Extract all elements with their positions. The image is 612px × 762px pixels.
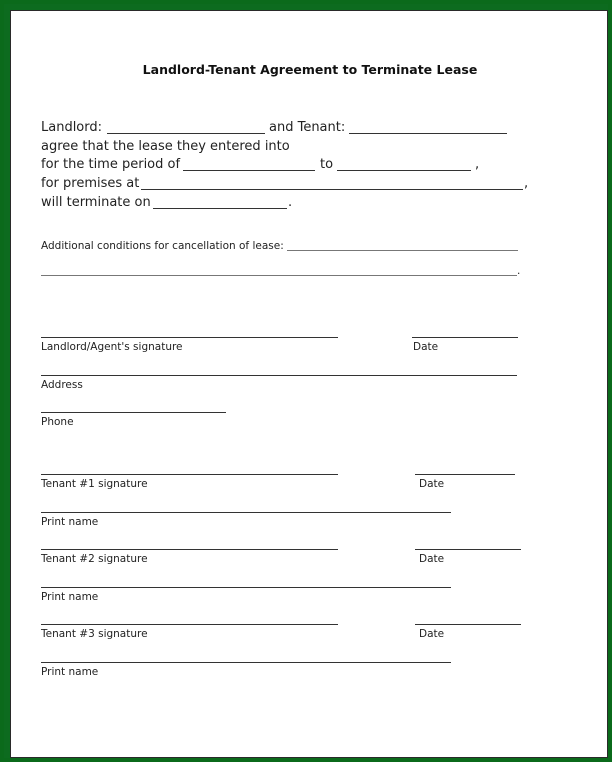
tenant3-date-field[interactable] <box>415 624 521 625</box>
tenant1-signature-label: Tenant #1 signature <box>41 478 148 490</box>
phone-label: Phone <box>41 416 74 428</box>
tenant3-date-label: Date <box>419 628 445 640</box>
agree-text: agree that the lease they entered into <box>41 139 290 154</box>
terminate-label: will terminate on <box>41 195 151 210</box>
conditions-field-1[interactable] <box>287 250 518 251</box>
comma-2: , <box>524 176 529 191</box>
start-date-field[interactable] <box>183 170 315 171</box>
landlord-date-label: Date <box>413 341 439 353</box>
period-1: . <box>288 195 293 210</box>
form-sheet <box>10 10 608 758</box>
conditions-label: Additional conditions for cancellation of lease: <box>41 240 284 252</box>
phone-field[interactable] <box>41 412 226 413</box>
tenant-label: and Tenant: <box>269 120 346 135</box>
termination-date-field[interactable] <box>153 208 287 209</box>
premises-label: for premises at <box>41 176 140 191</box>
tenant3-signature-field[interactable] <box>41 624 338 625</box>
tenant2-date-label: Date <box>419 553 445 565</box>
address-field[interactable] <box>41 375 517 376</box>
tenant2-signature-label: Tenant #2 signature <box>41 553 148 565</box>
address-label: Address <box>41 379 83 391</box>
print-name1-field[interactable] <box>41 512 451 513</box>
conditions-period: . <box>517 265 521 277</box>
time-period-label: for the time period of <box>41 157 181 172</box>
landlord-label: Landlord: <box>41 120 103 135</box>
print-name2-label: Print name <box>41 591 99 603</box>
tenant2-date-field[interactable] <box>415 549 521 550</box>
conditions-field-2[interactable] <box>41 275 517 276</box>
tenant1-date-field[interactable] <box>415 474 515 475</box>
landlord-name-field[interactable] <box>107 133 265 134</box>
print-name1-label: Print name <box>41 516 99 528</box>
comma-1: , <box>475 157 480 172</box>
end-date-field[interactable] <box>337 170 471 171</box>
premises-address-field[interactable] <box>141 189 523 190</box>
landlord-signature-label: Landlord/Agent's signature <box>41 341 183 353</box>
print-name2-field[interactable] <box>41 587 451 588</box>
print-name3-field[interactable] <box>41 662 451 663</box>
print-name3-label: Print name <box>41 666 99 678</box>
tenant3-signature-label: Tenant #3 signature <box>41 628 148 640</box>
form-title: Landlord-Tenant Agreement to Terminate Lease <box>142 62 478 77</box>
to-label: to <box>320 157 334 172</box>
tenant1-date-label: Date <box>419 478 445 490</box>
tenant1-signature-field[interactable] <box>41 474 338 475</box>
landlord-signature-field[interactable] <box>41 337 338 338</box>
landlord-date-field[interactable] <box>412 337 518 338</box>
tenant-name-field[interactable] <box>349 133 507 134</box>
tenant2-signature-field[interactable] <box>41 549 338 550</box>
